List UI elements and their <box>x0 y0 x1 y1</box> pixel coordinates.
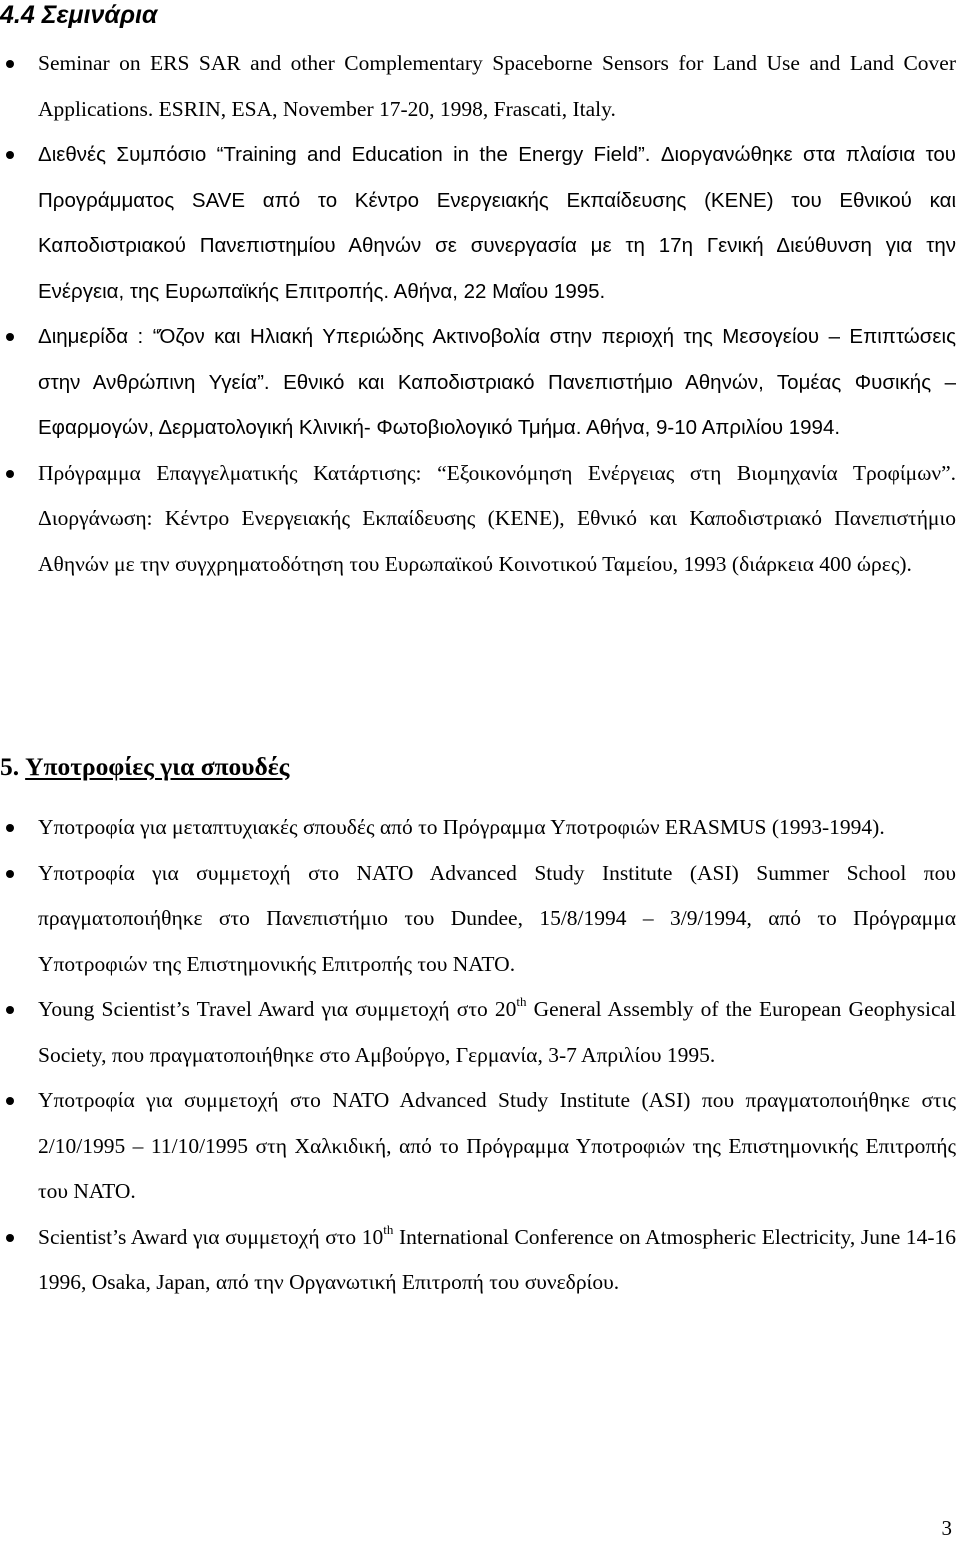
section-heading-seminars: 4.4 Σεμινάρια <box>0 1 158 29</box>
list-item-text <box>38 987 956 1078</box>
list-item <box>0 132 960 314</box>
section-heading-scholarships <box>0 752 289 782</box>
bullet-icon <box>6 333 14 341</box>
bullet-icon <box>6 60 14 68</box>
page-number: 3 <box>941 1516 952 1540</box>
list-item-text: Διεθνές Συμπόσιο “Training and Education in the Energy Field”. Διοργανώθηκε στα πλαίσια του Προγράμματος SAVE από το Κέντρο Ενεργειακής Εκπαίδευσης (ΚΕΝΕ) του Εθνικού και Καποδιστριακού Πανεπιστημίου Αθηνών σε συνεργασία με τη 17η Γενική Διεύθυνση για την Ενέργεια, της Ευρωπαϊκής Επιτροπής. Αθήνα, 22 Μαΐου 1995. <box>38 143 956 303</box>
list-item-text: Πρόγραμμα Επαγγελματικής Κατάρτισης: “Εξοικονόμηση Ενέργειας στη Βιομηχανία Τροφίμων”. Διοργάνωση: Κέντρο Ενεργειακής Εκπαίδευσης (ΚΕΝΕ), Εθνικό και Καποδιστριακό Πανεπιστήμιο Αθηνών με την συγχρηματοδότηση του Ευρωπαϊκού Κοινοτικού Ταμείου, 1993 (διάρκεια 400 ώρες). <box>38 460 956 576</box>
list-item-text-part: General Assembly of the European Geophysical Society, που πραγματοποιήθηκε στο Αμβούργο, Γερμανία, 3-7 Απριλίου 1995. <box>38 997 957 1067</box>
ordinal-suffix: th <box>383 1221 394 1237</box>
list-item-text: Seminar on ERS SAR and other Complementary Spaceborne Sensors for Land Use and Land Cover Applications. ESRIN, ESA, November 17-20, 1998, Frascati, Italy. <box>38 51 956 121</box>
bullet-icon <box>6 1097 14 1105</box>
list-item-text: Υποτροφία για συμμετοχή στο NATO Advanced Study Institute (ASI) Summer School που πραγματοποιήθηκε στο Πανεπιστήμιο του Dundee, 15/8/1994 – 3/9/1994, από το Πρόγραμμα Υποτροφιών της Επιστημονικής Επιτροπής του NATO. <box>38 860 956 976</box>
scholarships-list <box>0 805 960 1306</box>
bullet-icon <box>6 1234 14 1242</box>
list-item-text: Υποτροφία για συμμετοχή στο NATO Advanced Study Institute (ASI) που πραγματοποιήθηκε στις 2/10/1995 – 11/10/1995 στη Χαλκιδική, από το Πρόγραμμα Υποτροφιών της Επιστημονικής Επιτροπής του NATO. <box>38 1088 956 1203</box>
list-item <box>0 314 960 451</box>
section-title: Υποτροφίες για σπουδές <box>25 752 290 781</box>
seminars-list <box>0 41 960 587</box>
list-item <box>0 987 960 1078</box>
bullet-icon <box>6 1006 14 1014</box>
list-item-text-part: International Conference on Atmospheric Electricity, June 14-16 1996, Osaka, Japan, από την Οργανωτική Επιτροπή του συνεδρίου. <box>38 1224 956 1294</box>
list-item-text <box>38 1215 956 1306</box>
list-item-text-part: Young Scientist’s Travel Award για συμμετοχή στο 20 <box>38 997 517 1021</box>
section-number: 5. <box>0 752 20 781</box>
list-item-text: Υποτροφία για μεταπτυχιακές σπουδές από το Πρόγραμμα Υποτροφιών ERASMUS (1993-1994). <box>38 815 885 839</box>
list-item <box>0 1215 960 1306</box>
list-item <box>0 805 960 851</box>
list-item <box>0 851 960 988</box>
list-item <box>0 451 960 588</box>
list-item-text-part: Scientist’s Award για συμμετοχή στο 10 <box>38 1224 384 1249</box>
list-item-text: Διημερίδα : “Όζον και Ηλιακή Υπεριώδης Ακτινοβολία στην περιοχή της Μεσογείου – Επιπτώσεις στην Ανθρώπινη Υγεία”. Εθνικό και Καποδιστριακό Πανεπιστήμιο Αθηνών, Τομέας Φυσικής – Εφαρμογών, Δερματολογική Κλινική- Φωτοβιολογικό Τμήμα. Αθήνα, 9-10 Απριλίου 1994. <box>38 325 956 439</box>
list-item <box>0 41 960 132</box>
list-item <box>0 1078 960 1215</box>
bullet-icon <box>6 470 14 478</box>
bullet-icon <box>6 151 14 159</box>
bullet-icon <box>6 824 14 832</box>
bullet-icon <box>6 870 14 878</box>
ordinal-suffix: th <box>516 994 527 1009</box>
